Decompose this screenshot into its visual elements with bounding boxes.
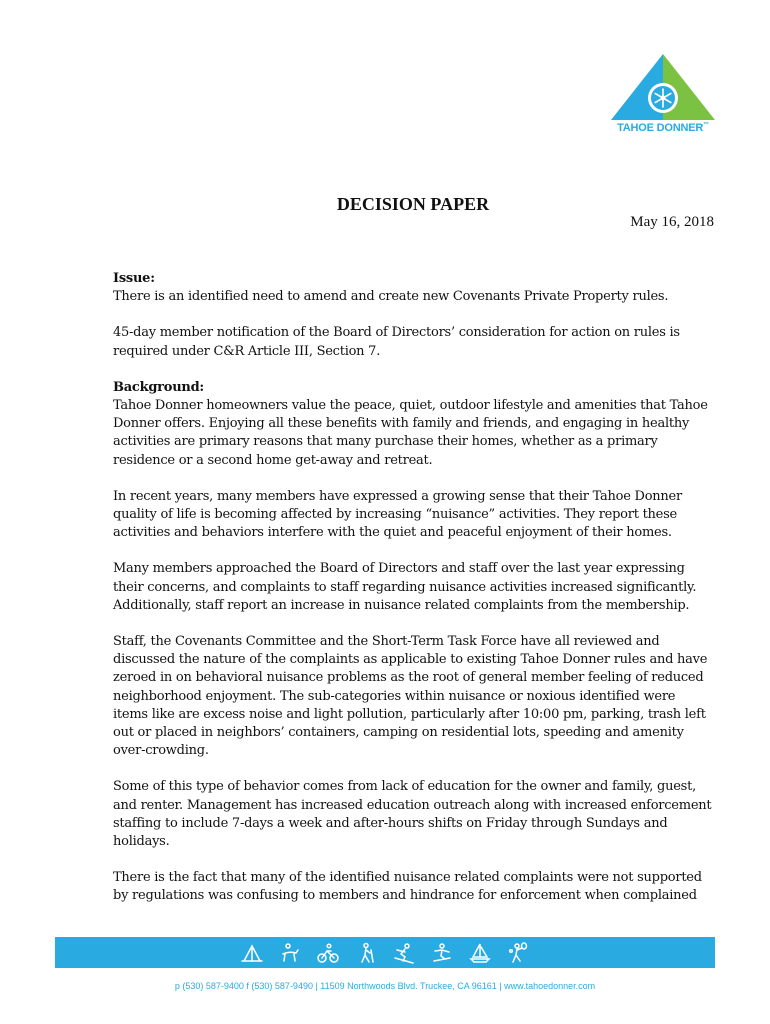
background-heading: Background: <box>113 379 204 395</box>
cycling-icon <box>317 942 339 964</box>
issue-paragraph-2: 45-day member notification of the Board of Directors’ consideration for action on rules is required under C&R Article III, Section 7. <box>113 325 680 359</box>
document-date: May 16, 2018 <box>630 214 714 230</box>
tahoe-donner-logo <box>607 52 727 138</box>
issue-heading: Issue: <box>113 271 155 286</box>
skiing-icon <box>393 942 415 964</box>
sailing-icon <box>469 942 491 964</box>
camping-icon <box>241 942 263 964</box>
background-paragraph-3: Many members approached the Board of Directors and staff over the last year expressing their concerns, and complaints to staff regarding nuisance activities increased significantly. Additionally, staff report an increase in nuisance related complaints from the membership. <box>113 561 697 613</box>
document-body <box>113 270 713 924</box>
logo-triangle-icon <box>607 52 719 122</box>
document-title: DECISION PAPER <box>336 194 490 214</box>
hiking-icon <box>355 942 377 964</box>
horseback-icon <box>279 942 301 964</box>
tennis-icon <box>507 942 529 964</box>
footer-activity-bar <box>55 937 715 968</box>
background-paragraph-4: Staff, the Covenants Committee and the Short-Term Task Force have all reviewed and discussed the nature of the complaints as applicable to existing Tahoe Donner rules and have zeroed in on behavioral nuisance problems as the root of general member feeling of reduced neighborhood enjoyment. The sub-categories within nuisance or noxious identified were items like are excess noise and light pollution, particularly after 10:00 pm, parking, trash left out or placed in neighbors’ containers, camping on residential lots, speeding and amenity over-crowding. <box>113 634 708 759</box>
logo-name: TAHOE DONNER <box>617 122 704 134</box>
logo-trademark: ™ <box>703 122 709 128</box>
issue-paragraph-1: There is an identified need to amend and create new Covenants Private Property rules. <box>113 289 669 305</box>
background-paragraph-1: Tahoe Donner homeowners value the peace, quiet, outdoor lifestyle and amenities that Tahoe Donner offers. Enjoying all these benefits with family and friends, and engaging in healthy activities are primary reasons that many purchase their homes, whether as a primary residence or a second home get-away and retreat. <box>113 398 708 468</box>
snowboarding-icon <box>431 942 453 964</box>
footer-contact-line: p (530) 587-9400 f (530) 587-9490 | 11509 Northwoods Blvd. Truckee, CA 96161 | www.tahoedonner.com <box>174 981 596 991</box>
background-paragraph-6: There is the fact that many of the identified nuisance related complaints were not supported by regulations was confusing to members and hindrance for enforcement when complained <box>113 870 702 904</box>
background-paragraph-2: In recent years, many members have expressed a growing sense that their Tahoe Donner quality of life is becoming affected by increasing “nuisance” activities. They report these activities and behaviors interfere with the quiet and peaceful enjoyment of their homes. <box>113 488 682 541</box>
background-paragraph-5: Some of this type of behavior comes from lack of education for the owner and family, guest, and renter. Management has increased education outreach along with increased enforcement staffing to include 7-days a week and after-hours shifts on Friday through Sundays and holidays. <box>113 779 712 850</box>
